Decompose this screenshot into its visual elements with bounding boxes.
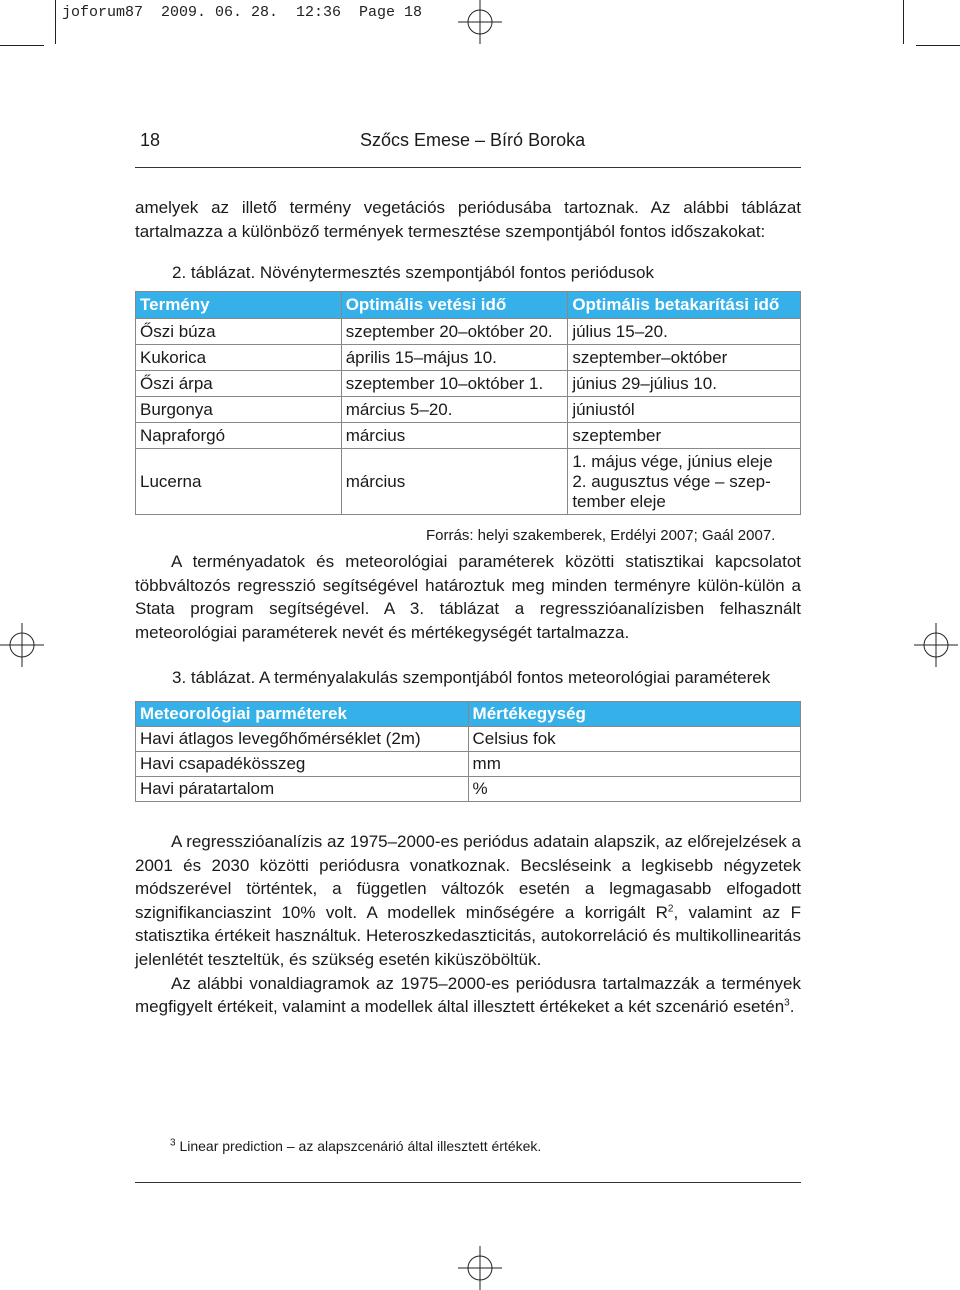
table-cell: szeptember 20–október 20. xyxy=(341,319,568,345)
table2-caption xyxy=(172,263,654,283)
body-paragraph-1-text-cont: , valamint az F statisztika értékeit használtuk. Heteroszkedaszticitás, autokorreláció és multikollinearitás jelenlétét teszteltük, és szükség esetén kiküszöböltük. xyxy=(135,902,801,969)
table-cell: április 15–május 10. xyxy=(341,345,568,371)
table-row xyxy=(136,752,801,777)
table-cell: Havi csapadékösszeg xyxy=(136,752,469,777)
intro-text: amelyek az illető termény vegetációs periódusába tartoznak. Az alábbi táblázat tartalmazza a különböző termények termesztése szempontjából fontos időszakokat: xyxy=(135,198,801,241)
table3-header-row xyxy=(136,702,801,727)
body-paragraph-2 xyxy=(135,972,801,1019)
table-cell: Őszi búza xyxy=(136,319,342,345)
table-cell: júniustól xyxy=(568,397,801,423)
footnote-text: Linear prediction – az alapszcenárió által illesztett értékek. xyxy=(179,1138,542,1154)
table-row xyxy=(136,345,801,371)
body-paragraphs xyxy=(135,830,801,1019)
table-cell: Celsius fok xyxy=(468,727,800,752)
intro-paragraph xyxy=(135,196,801,243)
table-row xyxy=(136,727,801,752)
table2-caption-text: Növénytermesztés szempontjából fontos periódusok xyxy=(259,263,654,282)
table3-header-cell: Meteorológiai parméterek xyxy=(136,702,469,727)
crop-mark-top-left-v xyxy=(55,0,56,44)
table3-header-cell: Mértékegység xyxy=(468,702,800,727)
table-cell: március xyxy=(341,449,568,515)
footnote xyxy=(170,1138,541,1154)
table-row xyxy=(136,777,801,802)
table-cell-harvest-multiline xyxy=(568,449,801,515)
table-cell: Havi páratartalom xyxy=(136,777,469,802)
table3 xyxy=(135,701,801,802)
harvest-line: tember eleje xyxy=(572,491,666,511)
registration-mark-left-icon xyxy=(0,623,44,667)
table2-header-row xyxy=(136,292,801,319)
table-row xyxy=(136,397,801,423)
table-cell: március 5–20. xyxy=(341,397,568,423)
middle-text: A terményadatok és meteorológiai paraméterek közötti statisztikai kapcsolatot többváltozós regresszió segítségével határoztuk meg minden terményre külön-külön a Stata program segítségével. A 3. táblázat a regresszióanalízisben felhasznált meteorológiai paraméterek nevét és mértékegységét tartalmazza. xyxy=(135,552,801,642)
crop-mark-top-right-v xyxy=(903,0,904,44)
table-cell: szeptember–október xyxy=(568,345,801,371)
footer-rule xyxy=(135,1182,801,1183)
table2-caption-label: 2. táblázat. xyxy=(172,263,256,282)
table-cell: június 29–július 10. xyxy=(568,371,801,397)
table-row-lucerna xyxy=(136,449,801,515)
page-number: 18 xyxy=(140,130,161,150)
table-cell: Napraforgó xyxy=(136,423,342,449)
table-row xyxy=(136,423,801,449)
table3-caption xyxy=(172,668,770,688)
registration-mark-bottom-icon xyxy=(458,1246,502,1290)
table2-header-cell: Optimális betakarítási idő xyxy=(568,292,801,319)
harvest-line: 2. augusztus vége – szep- xyxy=(572,471,771,491)
table-cell: szeptember 10–október 1. xyxy=(341,371,568,397)
table2-source: Forrás: helyi szakemberek, Erdélyi 2007; Gaál 2007. xyxy=(426,527,776,544)
table-cell: Lucerna xyxy=(136,449,342,515)
harvest-line: 1. május vége, június eleje xyxy=(572,451,773,471)
crop-mark-top-left-h xyxy=(0,45,44,46)
table-cell: Őszi árpa xyxy=(136,371,342,397)
table-cell: % xyxy=(468,777,800,802)
body-paragraph-1-text: A regresszióanalízis az 1975–2000-es periódus adatain alapszik, az előrejelzések a 2001 és 2030 közötti periódusra vonatkoznak. Becsléseink a legkisebb négyzetek módszerével történtek, a független változók esetén a legmagasabb elfogadott szignifikanciaszint 10% volt. A modellek minőségére a korrigált R xyxy=(135,832,801,922)
registration-mark-right-icon xyxy=(914,623,958,667)
table-cell: Burgonya xyxy=(136,397,342,423)
table3-caption-label: 3. táblázat. xyxy=(172,668,256,687)
crop-mark-top-right-h xyxy=(916,45,960,46)
table3-caption-text: A terményalakulás szempontjából fontos meteorológiai paraméterek xyxy=(258,668,771,687)
table-row xyxy=(136,371,801,397)
running-header-authors: Szőcs Emese – Bíró Boroka xyxy=(360,130,586,150)
table-cell: Kukorica xyxy=(136,345,342,371)
body-paragraph-2-text: Az alábbi vonaldiagramok az 1975–2000-es periódusra tartalmazzák a termények megfigyelt értékeit, valamint a modellek által illesztett értékeket a két szcenárió esetén xyxy=(135,973,801,1017)
middle-paragraph xyxy=(135,550,801,644)
table-cell: mm xyxy=(468,752,800,777)
superscript: 2 xyxy=(667,903,674,915)
table2 xyxy=(135,291,801,515)
body-paragraph-2-end: . xyxy=(789,997,795,1017)
table-cell: szeptember xyxy=(568,423,801,449)
table-cell: március xyxy=(341,423,568,449)
table-row xyxy=(136,319,801,345)
registration-mark-top-icon xyxy=(458,0,502,44)
body-paragraph-1 xyxy=(135,830,801,972)
footnote-number: 3 xyxy=(170,1137,176,1149)
footnote-ref: 3 xyxy=(784,997,790,1009)
header-rule xyxy=(135,167,801,168)
table-cell: Havi átlagos levegőhőmérséklet (2m) xyxy=(136,727,469,752)
table2-header-cell: Optimális vetési idő xyxy=(341,292,568,319)
table-cell: július 15–20. xyxy=(568,319,801,345)
printer-slug: joforum87 2009. 06. 28. 12:36 Page 18 xyxy=(62,4,423,21)
table2-header-cell: Termény xyxy=(136,292,342,319)
